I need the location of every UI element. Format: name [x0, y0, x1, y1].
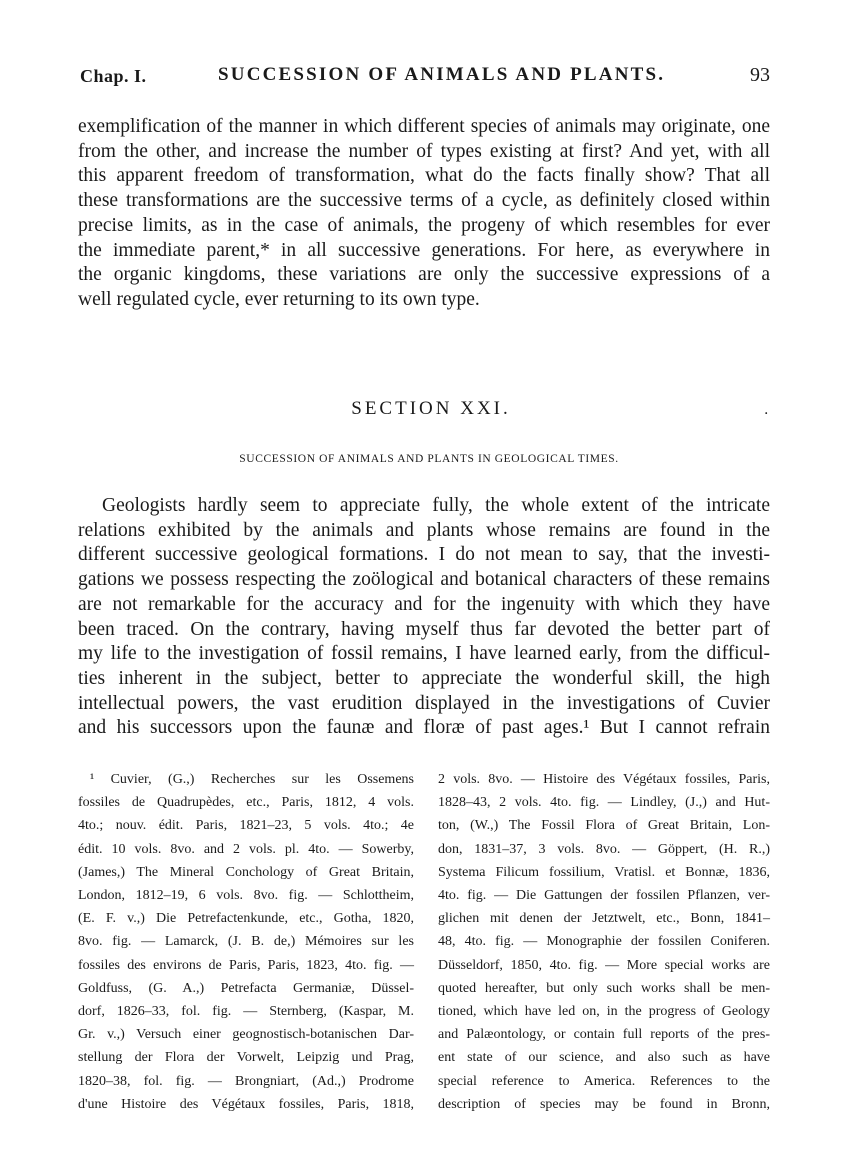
text-line: exemplification of the manner in which different species of animals may originate, one — [78, 116, 770, 137]
text-line: gations we possess respecting the zoölogical and botanical characters of these remains — [78, 569, 770, 591]
footnote-column-left — [78, 768, 414, 1116]
footnote-line: glichen mit denen der Jetztwelt, etc., Bonn, 1841– — [438, 911, 770, 927]
paragraph-continuation — [78, 115, 770, 313]
footnote-line: Gr. v.,) Versuch einer geognostisch-botanischen Dar- — [78, 1027, 414, 1043]
text-line: the organic kingdoms, these variations are only the successive expressions of a — [78, 264, 770, 286]
section-heading: SECTION XXI. — [351, 398, 511, 419]
footnote-line: don, 1831–37, 3 vols. 8vo. — Göppert, (H. R.,) — [438, 841, 770, 857]
text-line: Geologists hardly seem to appreciate fully, the whole extent of the intricate — [102, 495, 770, 516]
page-number: 93 — [750, 64, 770, 86]
footnote-line: d'une Histoire des Végétaux fossiles, Paris, 1818, — [78, 1096, 414, 1112]
chapter-label: Chap. I. — [80, 66, 147, 86]
footnote-line: ¹ Cuvier, (G.,) Recherches sur les Ossemens — [90, 772, 414, 787]
footnote-line: 1828–43, 2 vols. 4to. fig. — Lindley, (J.,) and Hut- — [438, 795, 770, 811]
footnote-line: description of species may be found in Bronn, — [438, 1096, 770, 1112]
text-line: been traced. On the contrary, having myself thus far devoted the better part of — [78, 618, 770, 640]
footnote-line: fossiles des environs de Paris, Paris, 1823, 4to. fig. — — [78, 957, 414, 973]
footnote-line: 48, 4to. fig. — Monographie der fossilen Coniferen. — [438, 934, 770, 950]
text-line: from the other, and increase the number of types existing at first? And yet, with all — [78, 140, 770, 162]
footnote-line: quoted hereafter, but only such works shall be men- — [438, 980, 770, 996]
footnote-line: (James,) The Mineral Conchology of Great Britain, — [78, 864, 414, 880]
print-speck: · — [764, 406, 769, 422]
paragraph-geologists — [78, 494, 770, 741]
footnote-line: and Palæontology, or contain full reports of the pres- — [438, 1027, 770, 1043]
text-line: well regulated cycle, ever returning to its own type. — [78, 288, 480, 310]
footnote-line: Systema Filicum fossilium, Vratisl. et Bonnæ, 1836, — [438, 864, 770, 880]
section-subheading: SUCCESSION OF ANIMALS AND PLANTS IN GEOLOGICAL TIMES. — [239, 453, 619, 465]
footnote-line: 8vo. fig. — Lamarck, (J. B. de,) Mémoires sur les — [78, 934, 414, 950]
footnote-line: 4to. fig. — Die Gattungen der fossilen Pflanzen, ver- — [438, 888, 770, 904]
text-line: this apparent freedom of transformation, what do the facts finally show? That all — [78, 165, 770, 187]
text-line: relations exhibited by the animals and plants whose remains are found in the — [78, 519, 770, 541]
footnote-line: 1820–38, fol. fig. — Brongniart, (Ad.,) Prodrome — [78, 1073, 414, 1089]
footnote-line: dorf, 1826–33, fol. fig. — Sternberg, (Kaspar, M. — [78, 1004, 414, 1020]
footnote-line: ent state of our science, and also such as have — [438, 1050, 770, 1066]
footnote-line: Goldfuss, (G. A.,) Petrefacta Germaniæ, Düssel- — [78, 980, 414, 996]
text-line: are not remarkable for the accuracy and for the ingenuity with which they have — [78, 593, 770, 615]
footnote-line: ton, (W.,) The Fossil Flora of Great Britain, Lon- — [438, 818, 770, 834]
footnote-line: Düsseldorf, 1850, 4to. fig. — More special works are — [438, 957, 770, 973]
footnote-line: 4to.; nouv. édit. Paris, 1821–23, 5 vols. 4to.; 4e — [78, 818, 414, 834]
text-line: different successive geological formations. I do not mean to say, that the investi- — [78, 544, 770, 566]
running-head — [80, 64, 770, 92]
footnote-line: special reference to America. References to the — [438, 1073, 770, 1089]
footnote-line: stellung der Flora der Vorwelt, Leipzig und Prag, — [78, 1050, 414, 1066]
text-line: intellectual powers, the vast erudition displayed in the investigations of Cuvier — [78, 692, 770, 714]
text-line: ties inherent in the subject, better to appreciate the wonderful skill, the high — [78, 667, 770, 689]
text-line: and his successors upon the faunæ and floræ of past ages.¹ But I cannot refrain — [78, 717, 770, 739]
footnote-line: 2 vols. 8vo. — Histoire des Végétaux fossiles, Paris, — [438, 772, 770, 787]
text-line: these transformations are the successive terms of a cycle, as definitely closed within — [78, 190, 770, 212]
footnote-line: fossiles de Quadrupèdes, etc., Paris, 1812, 4 vols. — [78, 795, 414, 811]
text-line: the immediate parent,* in all successive generations. For here, as everywhere in — [78, 239, 770, 261]
running-title: SUCCESSION OF ANIMALS AND PLANTS. — [218, 64, 666, 85]
text-line: precise limits, as in the case of animals, the progeny of which resembles for ever — [78, 214, 770, 236]
footnote-line: London, 1812–19, 6 vols. 8vo. fig. — Schlottheim, — [78, 888, 414, 904]
footnotes — [78, 768, 770, 1112]
footnote-line: édit. 10 vols. 8vo. and 2 vols. pl. 4to. — Sowerby, — [78, 841, 414, 857]
text-line: my life to the investigation of fossil remains, I have learned early, from the difficul- — [78, 643, 770, 665]
footnote-column-right — [438, 768, 770, 1116]
footnote-line: (E. F. v.,) Die Petrefactenkunde, etc., Gotha, 1820, — [78, 911, 414, 927]
footnote-line: tioned, which have led on, in the progress of Geology — [438, 1004, 770, 1020]
